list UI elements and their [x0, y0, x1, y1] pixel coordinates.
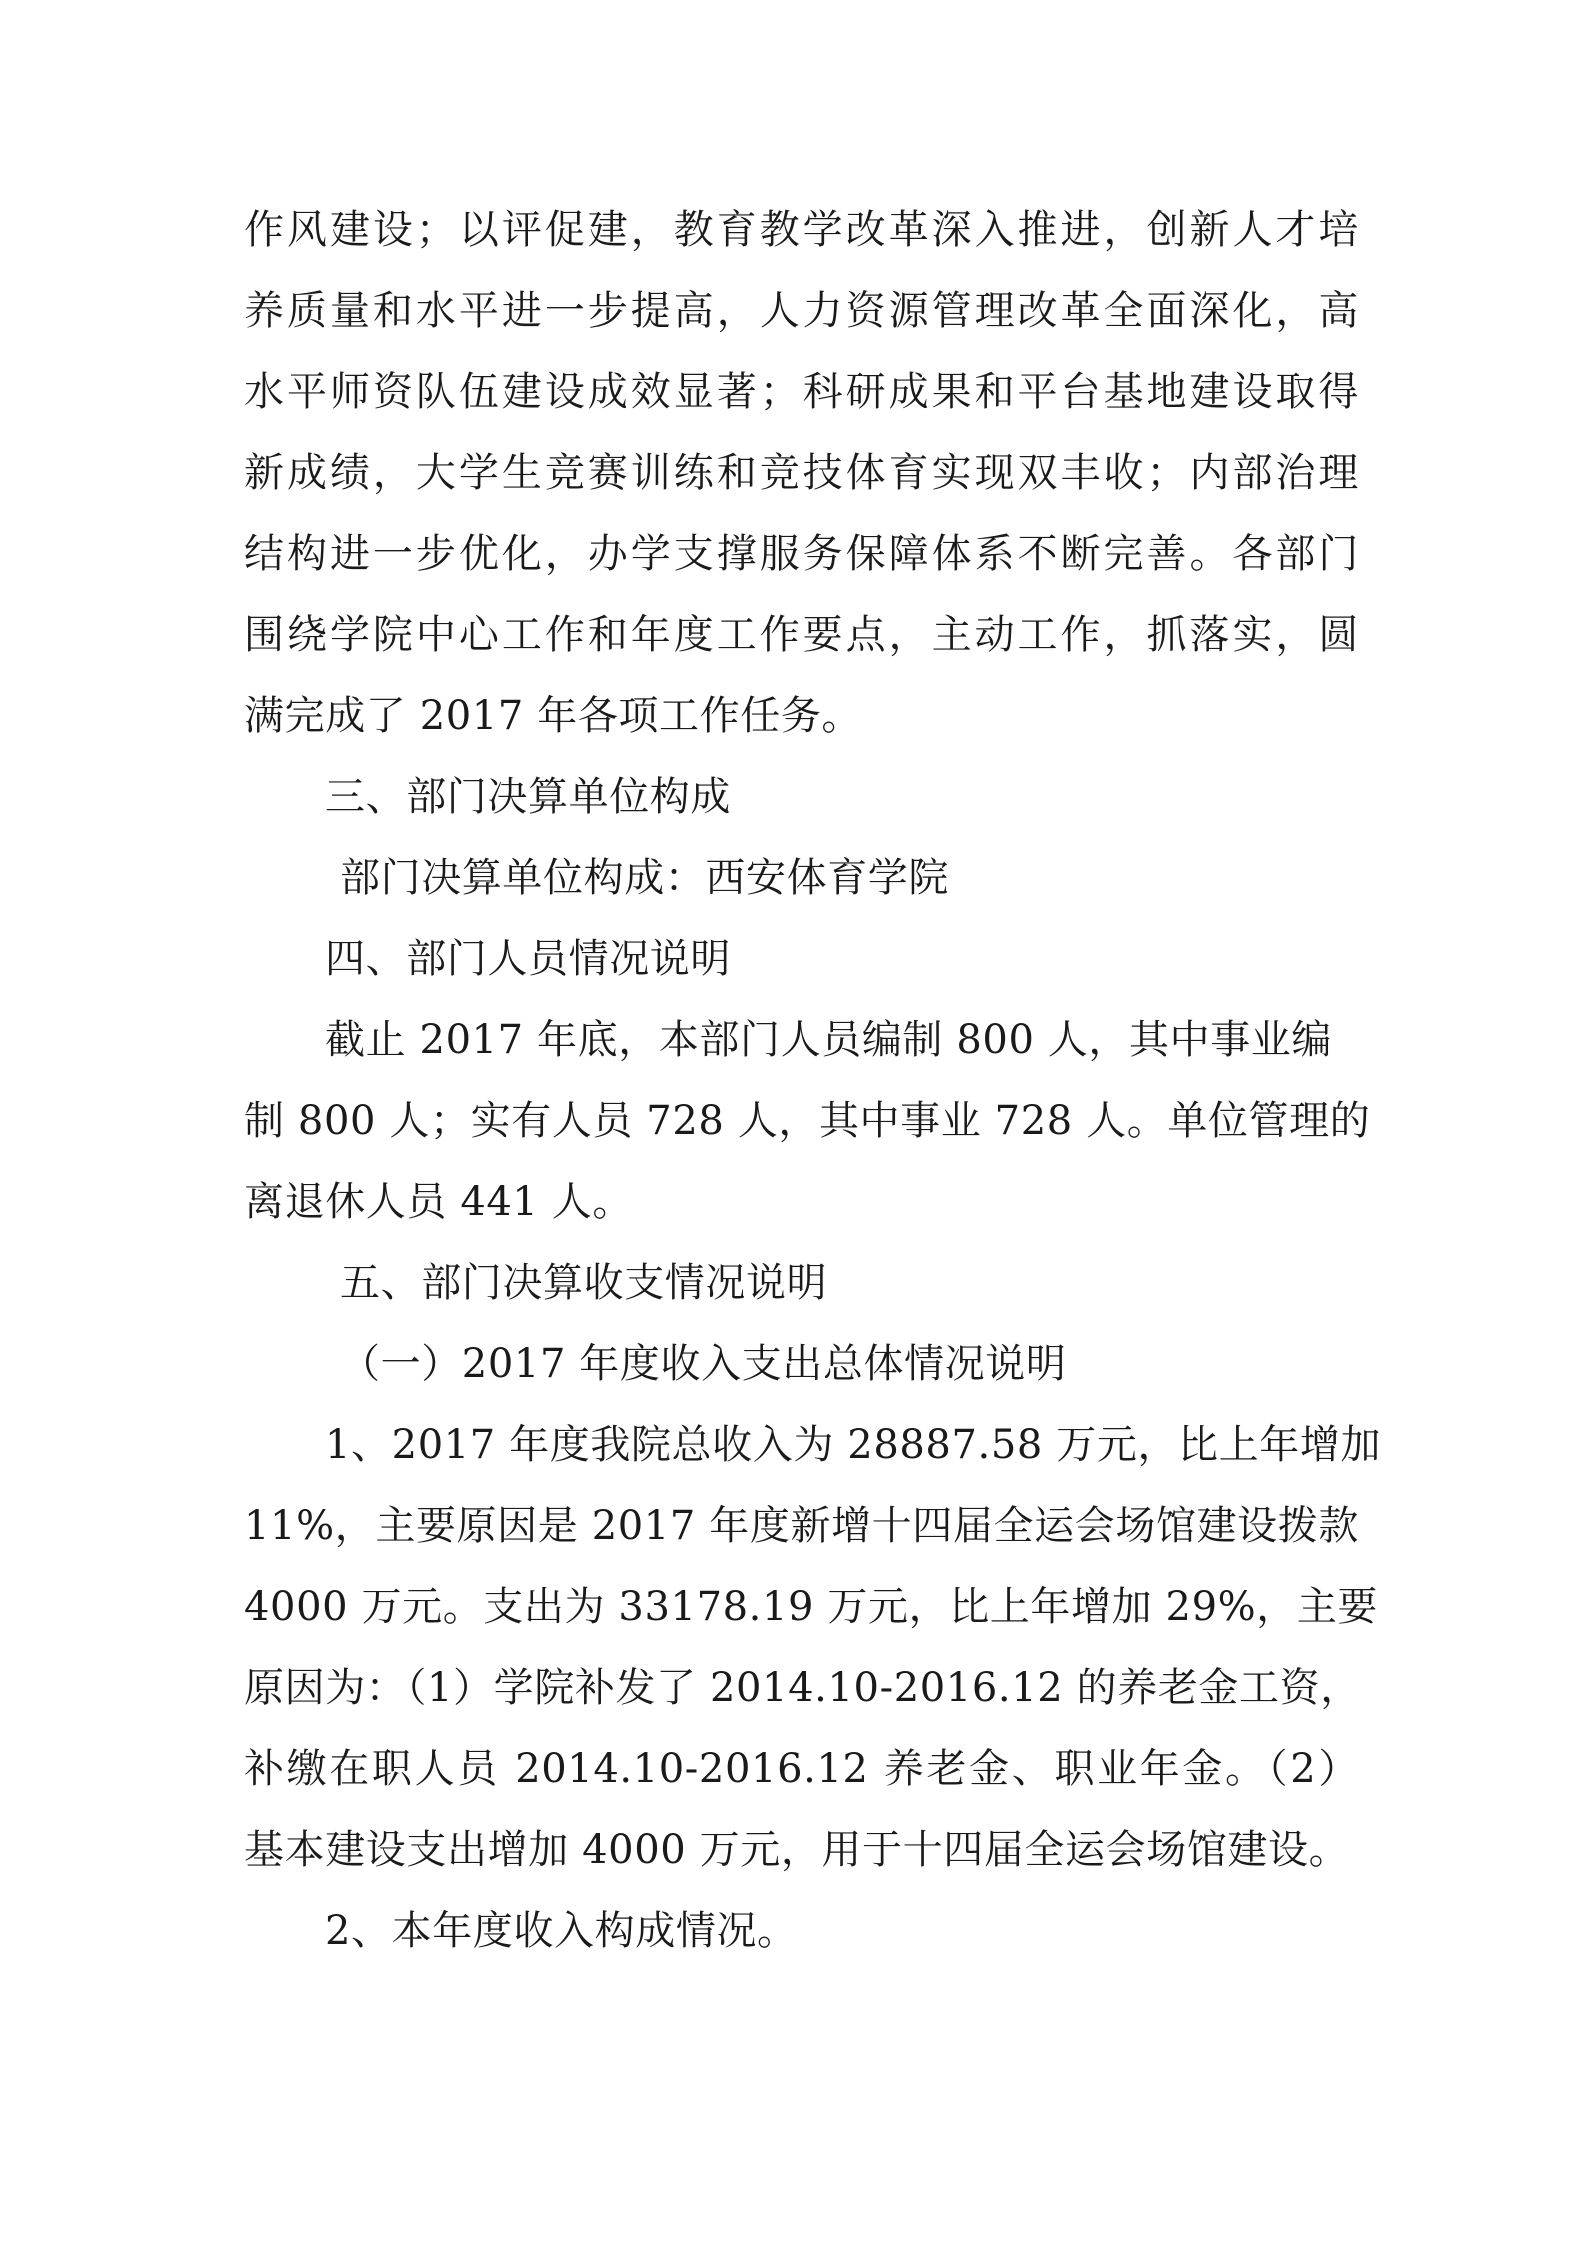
income-line-1: 1、2017 年度我院总收入为 28887.58 万元，比上年增加 [325, 1422, 1382, 1468]
income-composition-heading: 2、本年度收入构成情况。 [325, 1908, 798, 1954]
income-line-3: 4000 万元。支出为 33178.19 万元，比上年增加 29%，主要 [244, 1584, 1379, 1630]
unit-composition-text: 部门决算单位构成：西安体育学院 [340, 855, 949, 901]
income-line-2: 11%，主要原因是 2017 年度新增十四届全运会场馆建设拨款 [244, 1503, 1359, 1549]
staffing-line-3: 离退休人员 441 人。 [244, 1179, 633, 1225]
subsection-heading-1: （一）2017 年度收入支出总体情况说明 [340, 1341, 1067, 1387]
paragraph-line-4: 新成绩，大学生竞赛训练和竞技体育实现双丰收；内部治理 [244, 450, 1359, 496]
section-heading-3: 三、部门决算单位构成 [325, 774, 731, 820]
staffing-line-2: 制 800 人；实有人员 728 人，其中事业 728 人。单位管理的 [244, 1098, 1371, 1144]
section-heading-5: 五、部门决算收支情况说明 [340, 1260, 828, 1306]
income-line-5: 补缴在职人员 2014.10-2016.12 养老金、职业年金。（2） [244, 1746, 1359, 1792]
paragraph-line-6: 围绕学院中心工作和年度工作要点，主动工作，抓落实，圆 [244, 612, 1359, 658]
income-line-4: 原因为：（1）学院补发了 2014.10-2016.12 的养老金工资， [244, 1665, 1361, 1711]
income-line-6: 基本建设支出增加 4000 万元，用于十四届全运会场馆建设。 [244, 1827, 1350, 1873]
staffing-line-1: 截止 2017 年底，本部门人员编制 800 人，其中事业编 [325, 1017, 1333, 1063]
section-heading-4: 四、部门人员情况说明 [325, 936, 731, 982]
paragraph-line-5: 结构进一步优化，办学支撑服务保障体系不断完善。各部门 [244, 531, 1359, 577]
paragraph-line-3: 水平师资队伍建设成效显著；科研成果和平台基地建设取得 [244, 369, 1359, 415]
paragraph-line-7: 满完成了 2017 年各项工作任务。 [244, 693, 863, 739]
paragraph-line-1: 作风建设；以评促建，教育教学改革深入推进，创新人才培 [244, 207, 1359, 253]
paragraph-line-2: 养质量和水平进一步提高，人力资源管理改革全面深化，高 [244, 288, 1359, 334]
